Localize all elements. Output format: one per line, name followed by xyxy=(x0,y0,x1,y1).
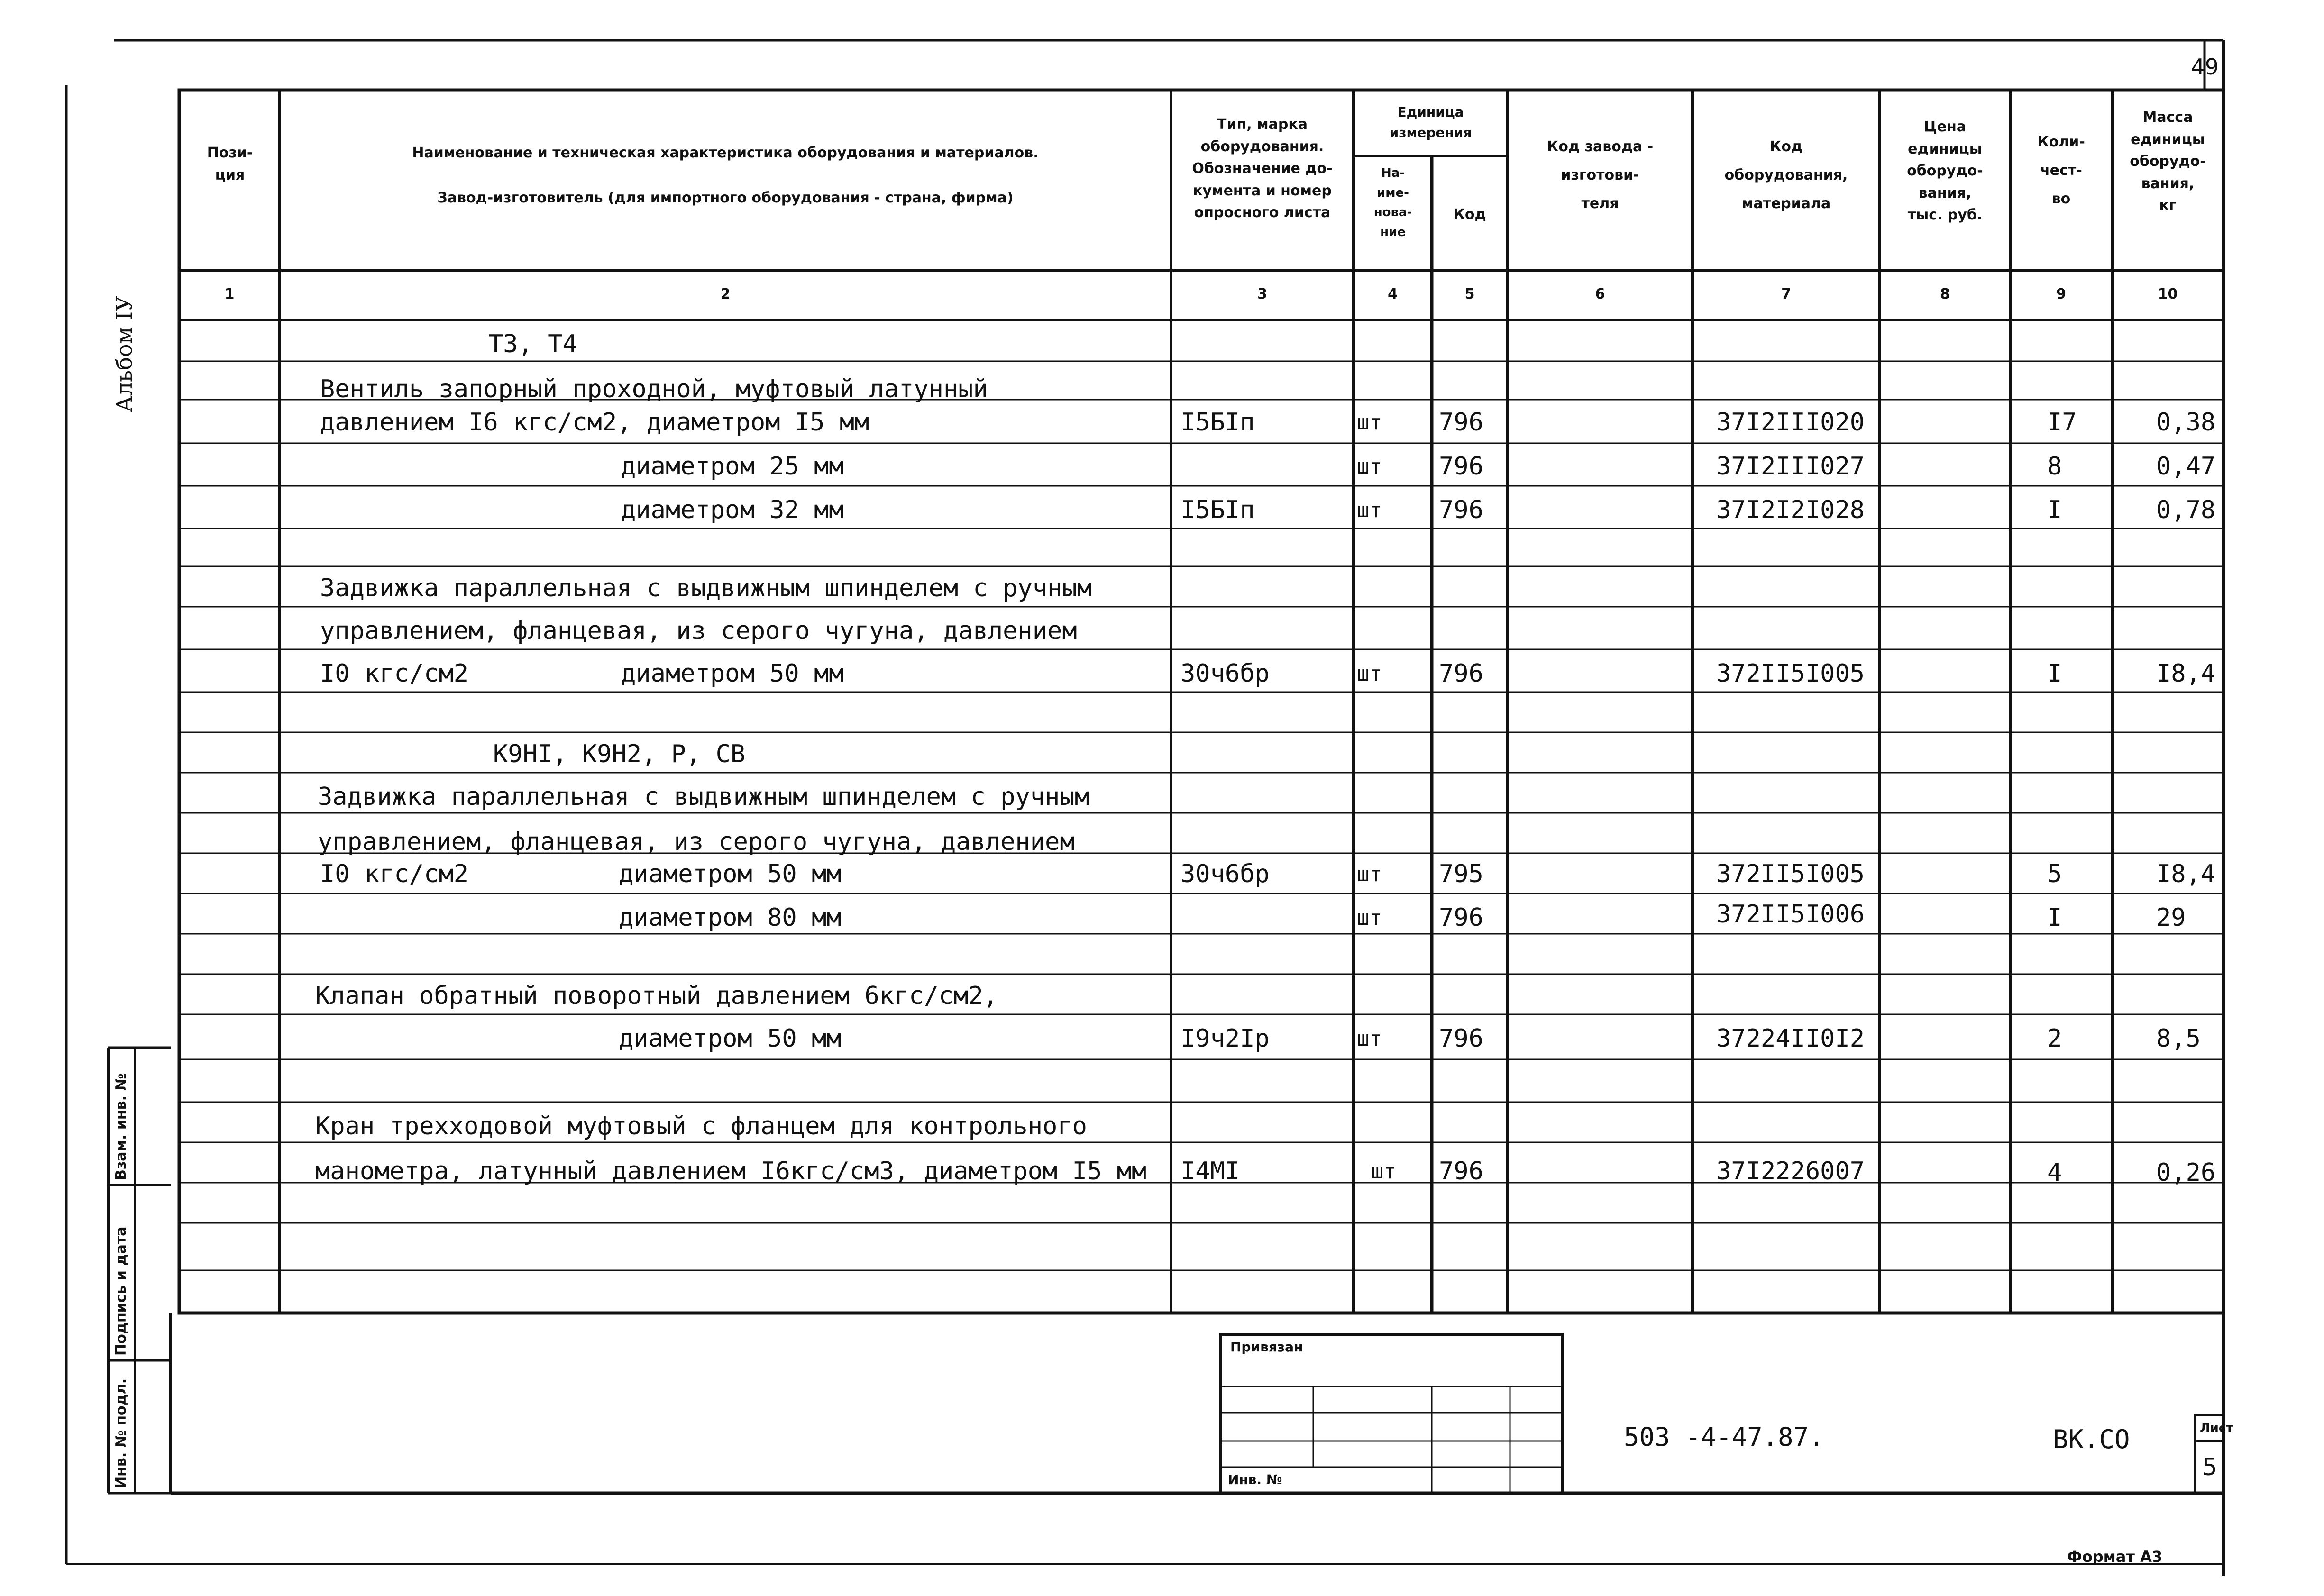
row-equipment-code: 372II5I005 xyxy=(1716,659,1865,688)
col-number: 9 xyxy=(2056,286,2066,302)
row-name: диаметром 32 мм xyxy=(621,496,844,524)
row-unit-code: 796 xyxy=(1439,408,1483,437)
stamp-orig-inv: Инв. № подл. xyxy=(113,1378,129,1488)
row-equipment-code: 372II5I006 xyxy=(1716,900,1865,929)
col-number: 8 xyxy=(1940,286,1950,302)
row-quantity: I xyxy=(2047,659,2062,688)
row-name: Вентиль запорный проходной, муфтовый латунный xyxy=(320,375,988,403)
col-number: 10 xyxy=(2158,286,2178,302)
row-mass: 29 xyxy=(2156,903,2186,932)
stamp-sign-date: Подпись и дата xyxy=(113,1226,129,1356)
row-name: Задвижка параллельная с выдвижным шпинделем с ручным xyxy=(318,783,1089,811)
col-number: 1 xyxy=(224,286,235,302)
row-name-diameter: диаметром 50 мм xyxy=(619,860,842,888)
row-mass: 0,38 xyxy=(2156,408,2216,437)
row-name: Кран трехходовой муфтовый с фланцем для контрольного xyxy=(315,1112,1087,1140)
row-unit: шт xyxy=(1357,455,1382,479)
header-type: Тип, марка оборудования. Обозначение до- кумента и номер опросного листа xyxy=(1192,116,1333,221)
sheet-number: 5 xyxy=(2202,1453,2217,1481)
col-number: 4 xyxy=(1388,286,1398,302)
row-unit-code: 795 xyxy=(1439,860,1483,888)
row-unit-code: 796 xyxy=(1439,496,1483,524)
row-name: управлением, фланцевая, из серого чугуна, давлением xyxy=(320,617,1077,645)
header-mass: Масса единицы оборудо- вания, кг xyxy=(2130,109,2206,214)
row-unit: шт xyxy=(1357,498,1382,522)
header-unit-name: На- име- нова- ние xyxy=(1373,166,1412,239)
row-name: диаметром 25 мм xyxy=(621,452,844,481)
row-unit: шт xyxy=(1357,662,1382,686)
row-quantity: 4 xyxy=(2047,1158,2062,1187)
stamp-inv-no: Инв. № xyxy=(1228,1472,1282,1487)
row-name: Клапан обратный поворотный давлением 6кгс/см2, xyxy=(315,982,998,1010)
row-quantity: I xyxy=(2047,903,2062,932)
header-price: Цена единицы оборудо- вания, тыс. руб. xyxy=(1907,119,1983,223)
row-name-diameter: диаметром 50 мм xyxy=(621,659,844,688)
row-mass: I8,4 xyxy=(2156,860,2216,888)
header-position: Пози- ция xyxy=(207,145,253,183)
row-name: диаметром 80 мм xyxy=(619,903,842,932)
row-unit-code: 796 xyxy=(1439,452,1483,481)
header-name-line2: Завод-изготовитель (для импортного оборудования - страна, фирма) xyxy=(437,190,1014,206)
row-equipment-code: 372II5I005 xyxy=(1716,860,1865,888)
col-number: 2 xyxy=(720,286,731,302)
row-unit: шт xyxy=(1357,410,1382,435)
row-equipment-code: 37224II0I2 xyxy=(1716,1024,1865,1053)
header-name-line1: Наименование и техническая характеристика оборудования и материалов. xyxy=(412,145,1039,161)
row-name: диаметром 50 мм xyxy=(619,1024,842,1053)
row-unit-code: 796 xyxy=(1439,1024,1483,1053)
header-unit-code: Код xyxy=(1453,206,1486,223)
row-name: манометра, латунный давлением I6кгс/см3, диаметром I5 мм xyxy=(315,1157,1147,1186)
header-unit-group: Единица измерения xyxy=(1389,104,1472,141)
row-name: управлением, фланцевая, из серого чугуна, давлением xyxy=(318,828,1075,856)
row-equipment-code: 37I2I2I028 xyxy=(1716,496,1865,524)
col-number: 6 xyxy=(1595,286,1605,302)
row-name: давлением I6 кгс/см2, диаметром I5 мм xyxy=(320,408,869,437)
sheet-label: Лист xyxy=(2200,1421,2233,1435)
row-type: 30ч6бр xyxy=(1180,860,1270,888)
row-name: I0 кгс/см2 xyxy=(320,659,469,688)
page-number: 49 xyxy=(2191,54,2219,80)
header-equipment-code: Код оборудования, материала xyxy=(1724,138,1848,212)
header-factory-code: Код завода - изготови- теля xyxy=(1546,138,1654,212)
row-unit-code: 796 xyxy=(1439,903,1483,932)
row-mass: 0,47 xyxy=(2156,452,2216,481)
row-type: I9ч2Iр xyxy=(1180,1024,1270,1053)
row-quantity: 8 xyxy=(2047,452,2062,481)
row-quantity: I xyxy=(2047,496,2062,524)
row-unit: шт xyxy=(1371,1159,1396,1184)
header-quantity: Коли- чест- во xyxy=(2037,134,2085,207)
row-name: I0 кгс/см2 xyxy=(320,860,469,888)
col-number: 3 xyxy=(1257,286,1267,302)
row-type: I5БIп xyxy=(1180,496,1255,524)
row-name: Задвижка параллельная с выдвижным шпинделем с ручным xyxy=(320,574,1092,602)
row-mass: 0,26 xyxy=(2156,1158,2216,1187)
format-label: Формат A3 xyxy=(2067,1548,2163,1566)
row-quantity: 5 xyxy=(2047,860,2062,888)
document-code: 503 -4-47.87. xyxy=(1624,1422,1824,1452)
row-equipment-code: 37I2III020 xyxy=(1716,408,1865,437)
row-equipment-code: 37I2226007 xyxy=(1716,1157,1865,1186)
sheet-mark: ВК.СО xyxy=(2053,1424,2130,1454)
col-number: 7 xyxy=(1781,286,1791,302)
row-equipment-code: 37I2III027 xyxy=(1716,452,1865,481)
row-type: 30ч6бр xyxy=(1180,659,1270,688)
row-mass: 8,5 xyxy=(2156,1024,2201,1053)
group-heading: K9HI, K9H2, P, CB xyxy=(493,740,746,768)
row-quantity: 2 xyxy=(2047,1024,2062,1053)
row-type: I4MI xyxy=(1180,1157,1240,1186)
row-unit: шт xyxy=(1357,906,1382,930)
row-unit-code: 796 xyxy=(1439,659,1483,688)
row-unit: шт xyxy=(1357,1027,1382,1051)
row-mass: 0,78 xyxy=(2156,496,2216,524)
stamp-privyazan: Привязан xyxy=(1230,1339,1303,1355)
row-mass: I8,4 xyxy=(2156,659,2216,688)
group-heading: T3, T4 xyxy=(488,330,577,358)
col-number: 5 xyxy=(1464,286,1475,302)
row-quantity: I7 xyxy=(2047,408,2077,437)
row-unit: шт xyxy=(1357,862,1382,886)
row-type: I5БIп xyxy=(1180,408,1255,437)
row-unit-code: 796 xyxy=(1439,1157,1483,1186)
album-label: Альбом IУ xyxy=(111,295,137,412)
stamp-replace-inv: Взам. инв. № xyxy=(113,1073,129,1180)
